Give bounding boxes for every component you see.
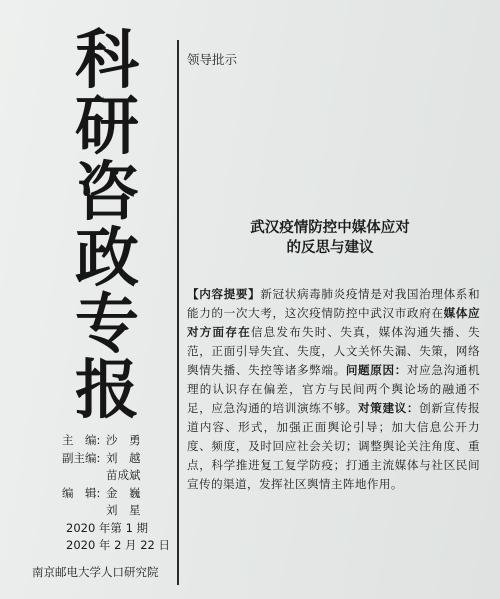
deputy-editor-label: 副主编: <box>62 450 101 465</box>
journal-title-char: 政 <box>75 222 139 296</box>
deputy-editor-name: 刘 越 <box>106 450 141 465</box>
institution: 南京邮电大学人口研究院 <box>32 565 159 579</box>
summary-emphasis: 媒体应对方面存在 <box>187 306 481 339</box>
strategy-text: 创新宣传报道内容、形式，加强正面舆论引导；加大信息公开力度、频度，及时回应社会关切；调整舆论关注角度、重点，科学推进复工复学防疫；打通主流媒体与社区民间宣传的渠道，发挥社区舆情主阵地作用。 <box>187 401 480 491</box>
summary-text: 信息发布失时、失真，媒体沟通失播、失范，正面引导失宜、失度，人文关怀失漏、失策，网络舆情失播、失控等诸多弊端。 <box>187 325 480 377</box>
summary-label: 【内容提要】 <box>187 287 261 301</box>
problem-text: 对应急沟通机理的认识存在偏差，官方与民间两个舆论场的融通不足，应急沟通的培训演练不够。 <box>187 363 480 415</box>
article-summary <box>187 285 480 494</box>
issue-date: 2020 年 2 月 22 日 <box>66 538 170 552</box>
editors-label: 编 辑: <box>62 485 101 500</box>
content-column <box>180 0 500 599</box>
deputy-editor-name: 苗成斌 <box>106 468 141 482</box>
problem-label: 问题原因： <box>345 363 407 377</box>
journal-title-char: 专 <box>75 288 139 362</box>
summary-text: 新冠状病毒肺炎疫情是对我国治理体系和能力的一次大考，这次疫情防控中武汉市政府在 <box>187 287 481 320</box>
article-title-line: 武汉疫情防控中媒体应对 <box>250 219 410 236</box>
editors-row-2 <box>62 502 177 520</box>
article-title <box>180 218 480 258</box>
deputy-editor-row <box>62 450 177 468</box>
journal-title-char: 报 <box>75 354 139 428</box>
cover-column <box>0 0 178 599</box>
deputy-editor-row-2 <box>62 467 177 485</box>
editors-row <box>62 485 177 503</box>
editor-in-chief-name: 沙 勇 <box>106 433 141 447</box>
journal-title-char: 咨 <box>75 156 139 230</box>
section-label: 领导批示 <box>187 52 238 67</box>
editor-name: 金 巍 <box>106 485 141 500</box>
masthead <box>32 432 177 579</box>
issue-number: 2020 年第 1 期 <box>66 520 149 535</box>
article-title-line: 的反思与建议 <box>286 239 374 256</box>
journal-title-char: 科 <box>75 24 139 98</box>
journal-title <box>62 24 152 428</box>
journal-title-char: 研 <box>75 90 139 164</box>
editor-in-chief-label: 主 编: <box>62 433 101 447</box>
strategy-label: 对策建议： <box>358 401 420 415</box>
editor-in-chief-row <box>62 432 177 450</box>
vertical-divider <box>177 40 179 585</box>
editor-name: 刘 星 <box>106 503 141 517</box>
